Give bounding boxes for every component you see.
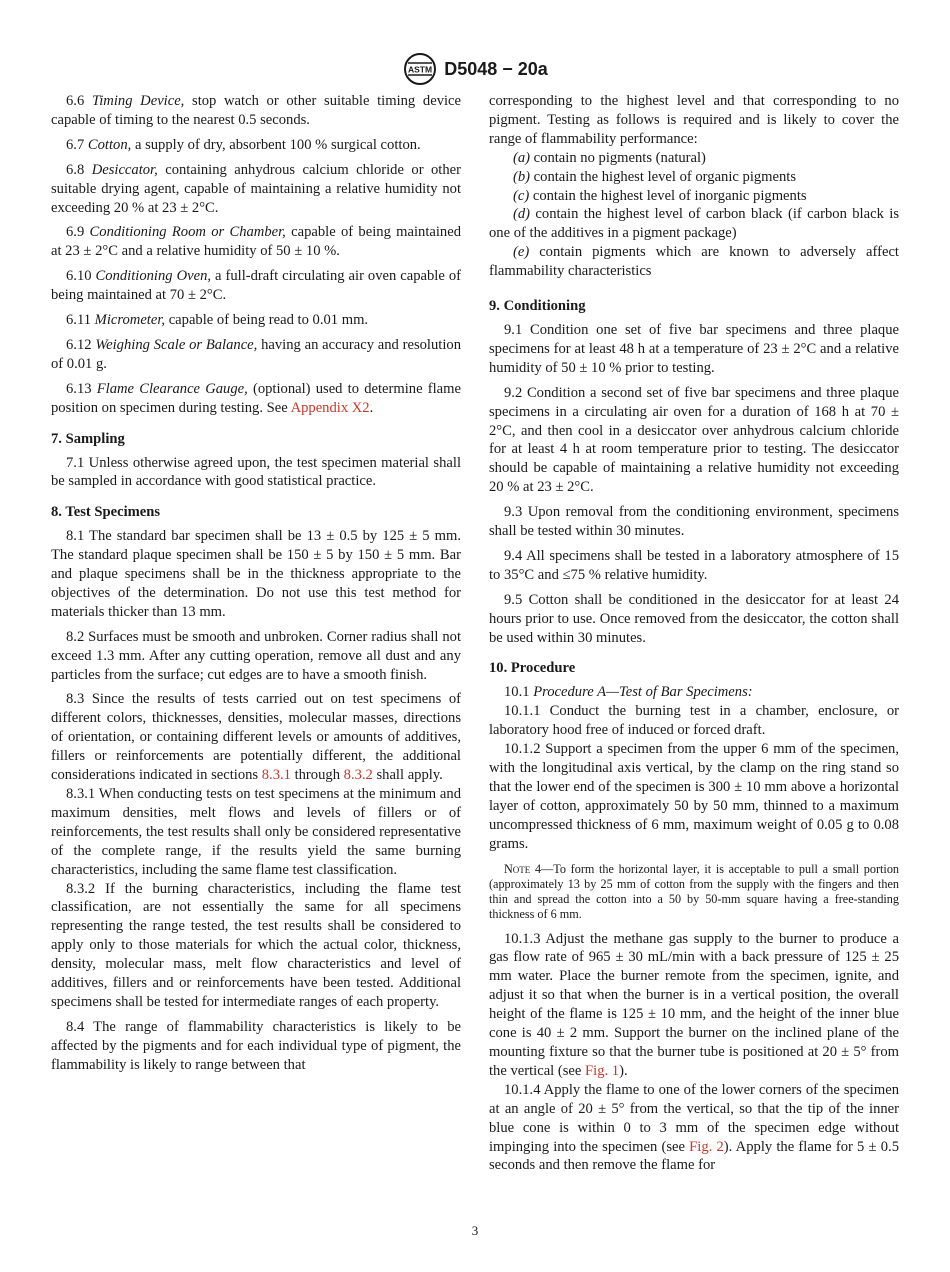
para-6-6: 6.6 Timing Device, stop watch or other suitable timing device capable of timing to the nearest 0.5 seconds.: [51, 93, 461, 128]
fig-2-link[interactable]: Fig. 2: [689, 1138, 724, 1155]
note-4: Note 4—To form the horizontal layer, it is acceptable to pull a small portion (approximately 13 by 25 mm of cotton from the supply with the fingers and then thin and spread the cotton into a 50 by 50-mm square having a free-standing thickness of 6 mm.: [489, 861, 900, 921]
section-10-heading: 10. Procedure: [489, 660, 576, 677]
para-8-3-2: 8.3.2 If the burning characteristics, including the flame test classification, are not essentially the same for all specimens representing the range tested, the test results shall be considered to apply only to those materials for which the actual color, thickness, density, molecular mass, melt flow characteristics and level of additives, fillers and or reinforcements have been tested. Additional specimens shall be tested for intermediate ranges of each property.: [51, 880, 461, 1010]
para-9-2: 9.2 Condition a second set of five bar specimens and three plaque specimens in a circulating air oven for a duration of 168 h at 70 ± 2°C, and then cool in a desiccator over anhydrous calcium chloride for at least 4 h at room temperature prior to testing. The desiccator should be capable of maintaining a relative humidity not exceeding 20 % at 23 ± 2°C.: [489, 384, 899, 496]
para-10-1-1: 10.1.1 Conduct the burning test in a chamber, enclosure, or laboratory hood free of induced or forced draft.: [489, 703, 899, 739]
left-column: [51, 92, 461, 1081]
para-8-3-1: 8.3.1 When conducting tests on test specimens at the minimum and maximum densities, melt flows and levels of fillers or of reinforcements, the test results shall only be considered representative of the complete range, if the results yield the same burning characteristics, including the same flame test classification.: [51, 786, 461, 878]
para-6-13: 6.13 Flame Clearance Gauge, (optional) used to determine flame position on specimen during testing. See Appendix X2.: [51, 380, 461, 416]
page-header: [0, 52, 950, 86]
para-10-1-3: 10.1.3 Adjust the methane gas supply to the burner to produce a gas flow rate of 965 ± 30 mL/min with a back pressure of 125 ± 25 mm water. Place the burner remote from the specimen, ignite, and adjust it so that when the burner is in a vertical position, the overall height of the flame is 125 ± 10 mm, and the height of the inner blue cone is 40 ± 2 mm. Support the burner on the inclined plane of the mounting fixture so that the burner tube is positioned at 20 ± 5° from the vertical (see Fig. 1).: [489, 930, 899, 1079]
para-8-4-continued: corresponding to the highest level and that corresponding to no pigment. Testing as follows is required and is likely to cover the range of flammability performance:: [489, 93, 899, 147]
para-8-2: 8.2 Surfaces must be smooth and unbroken. Corner radius shall not exceed 1.3 mm. After any cutting operation, remove all dust and any particles from the surface; cut edges are to have a smooth finish.: [51, 628, 461, 683]
appendix-x2-link[interactable]: Appendix X2: [290, 399, 370, 416]
astm-logo-icon: [402, 52, 438, 86]
section-9-heading: 9. Conditioning: [489, 298, 586, 315]
para-9-5: 9.5 Cotton shall be conditioned in the desiccator for at least 24 hours prior to use. Once removed from the desiccator, the cotton shall be used within 30 minutes.: [489, 591, 899, 646]
pigment-list-item-e: (e) contain pigments which are known to adversely affect flammability characteristics: [489, 244, 899, 280]
document-designation: D5048 − 20a: [444, 58, 548, 79]
para-6-8: 6.8 Desiccator, containing anhydrous calcium chloride or other suitable drying agent, capable of maintaining a relative humidity not exceeding 20 % at 23 ± 2°C.: [51, 161, 461, 216]
section-7-heading: 7. Sampling: [51, 430, 125, 447]
para-10-1-2: 10.1.2 Support a specimen from the upper 6 mm of the specimen, with the longitudinal axis vertical, by the clamp on the ring stand so that the lower end of the specimen is 300 ± 10 mm above a horizontal layer of cotton, approximately 50 by 50 mm, thinned to a maximum uncompressed thickness of 6 mm, maximum weight of 0.05 g to 0.08 grams.: [489, 741, 899, 852]
para-9-1: 9.1 Condition one set of five bar specimens and three plaque specimens for at least 48 h at a temperature of 23 ± 2°C and a relative humidity of 50 ± 10 % prior to testing.: [489, 321, 899, 376]
pigment-list-item-b: (b) contain the highest level of organic pigments: [513, 168, 797, 185]
section-8-3-2-link[interactable]: 8.3.2: [343, 767, 373, 784]
para-6-9: 6.9 Conditioning Room or Chamber, capable of being maintained at 23 ± 2°C and a relative humidity of 50 ± 10 %.: [51, 224, 461, 260]
para-6-12: 6.12 Weighing Scale or Balance, having an accuracy and resolution of 0.01 g.: [51, 336, 461, 372]
fig-1-link[interactable]: Fig. 1: [585, 1062, 620, 1079]
para-6-11: 6.11 Micrometer, capable of being read to 0.01 mm.: [66, 312, 369, 329]
para-7-1: 7.1 Unless otherwise agreed upon, the test specimen material shall be sampled in accordance with good statistical practice.: [51, 454, 461, 490]
para-6-10: 6.10 Conditioning Oven, a full-draft circulating air oven capable of being maintained at 70 ± 2°C.: [51, 268, 461, 304]
para-6-7: 6.7 Cotton, a supply of dry, absorbent 100 % surgical cotton.: [66, 136, 421, 153]
para-9-3: 9.3 Upon removal from the conditioning environment, specimens shall be tested within 30 minutes.: [489, 504, 899, 540]
right-column: [489, 92, 899, 1175]
para-8-1: 8.1 The standard bar specimen shall be 13 ± 0.5 by 125 ± 5 mm. The standard plaque specimen shall be 150 ± 5 by 150 ± 5 mm. Bar and plaque specimens shall be in the thickness appropriate to the objectives of the determination. Do not use this test method for materials thicker than 13 mm.: [51, 528, 461, 620]
pigment-list-item-a: (a) contain no pigments (natural): [513, 149, 706, 166]
page-number: 3: [471, 1223, 479, 1238]
para-10-1-4: 10.1.4 Apply the flame to one of the lower corners of the specimen at an angle of 20 ± 5° from the vertical, so that the tip of the inner blue cone is within 0 to 3 mm of the specimen edge without impinging into the specimen (see Fig. 2). Apply the flame for 5 ± 0.5 seconds and then remove the flame for: [489, 1081, 900, 1174]
para-10-1: 10.1 Procedure A—Test of Bar Specimens:: [504, 684, 753, 701]
pigment-list-item-c: (c) contain the highest level of inorganic pigments: [513, 187, 807, 204]
section-8-heading: 8. Test Specimens: [51, 504, 161, 521]
para-8-3: 8.3 Since the results of tests carried out on test specimens of different colors, thicknesses, densities, molecular masses, directions of orientation, or containing different levels or amounts of additives, fillers or reinforcements are potentially different, the additional considerations indicated in sections 8.3.1 through 8.3.2 shall apply.: [51, 691, 461, 784]
section-8-3-1-link[interactable]: 8.3.1: [261, 767, 291, 784]
para-9-4: 9.4 All specimens shall be tested in a laboratory atmosphere of 15 to 35°C and ≤75 % relative humidity.: [489, 547, 899, 583]
pigment-list-item-d: (d) contain the highest level of carbon black (if carbon black is one of the additives in a pigment package): [489, 206, 899, 242]
logo-text: ASTM: [408, 64, 433, 75]
para-8-4: 8.4 The range of flammability characteristics is likely to be affected by the pigments and for each individual type of pigment, the flammability is likely to range between that: [51, 1018, 461, 1073]
